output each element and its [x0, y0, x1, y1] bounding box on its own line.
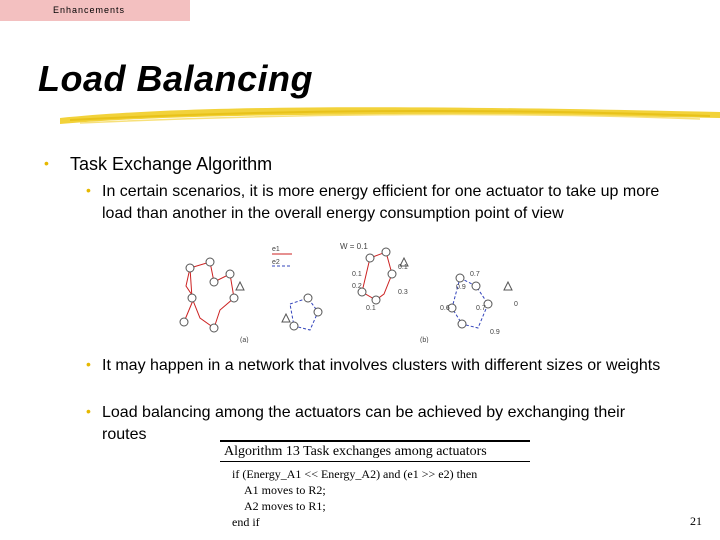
edge-value: 0.9 — [490, 329, 500, 336]
figure-network-diagram — [170, 238, 530, 343]
weight-label: W = 0.1 — [340, 242, 368, 251]
edge-value: 0.3 — [398, 289, 408, 296]
edge-value: 0 — [514, 301, 518, 308]
slide-title: Load Balancing — [38, 58, 314, 99]
sub-bullet-routes: Load balancing among the actuators can be achieved by exchanging their routes — [102, 404, 626, 443]
algorithm-header: Algorithm 13 Task exchanges among actuators — [220, 440, 530, 462]
algorithm-box — [220, 440, 530, 530]
bullet-dot: • — [86, 356, 91, 372]
algorithm-line: A2 moves to R1; — [244, 499, 326, 513]
algorithm-line: if (Energy_A1 << Energy_A2) and (e1 >> e2) then — [232, 467, 478, 481]
sub-bullet-clusters: It may happen in a network that involves clusters with different sizes or weights — [102, 357, 661, 374]
section-tag: Enhancements — [0, 0, 190, 21]
bullet-dot: • — [44, 155, 49, 171]
figure-label-b: (b) — [420, 337, 429, 343]
legend-e1: e1 — [272, 246, 280, 253]
sub-bullet-energy: In certain scenarios, it is more energy efficient for one actuator to take up more load than another in the overall energy consumption point of view — [102, 183, 660, 222]
edge-value: 0.1 — [352, 271, 362, 278]
bullet-dot: • — [86, 403, 91, 419]
bullet-dot: • — [86, 182, 91, 198]
figure-label-a: (a) — [240, 337, 249, 343]
title-underline-swoosh — [60, 98, 720, 130]
bullet-task-exchange: Task Exchange Algorithm — [70, 154, 273, 174]
edge-value: 0.1 — [398, 264, 408, 271]
legend-e2: e2 — [272, 259, 280, 266]
edge-value: 0.6 — [440, 305, 450, 312]
edge-value: 0.9 — [456, 284, 466, 291]
edge-value: 0.2 — [352, 283, 362, 290]
page-number: 21 — [690, 514, 702, 528]
algorithm-line: A1 moves to R2; — [244, 483, 326, 497]
edge-value: 0.7 — [470, 271, 480, 278]
edge-value: 0.1 — [366, 305, 376, 312]
edge-value: 0.7 — [476, 305, 486, 312]
algorithm-line: end if — [232, 515, 260, 529]
